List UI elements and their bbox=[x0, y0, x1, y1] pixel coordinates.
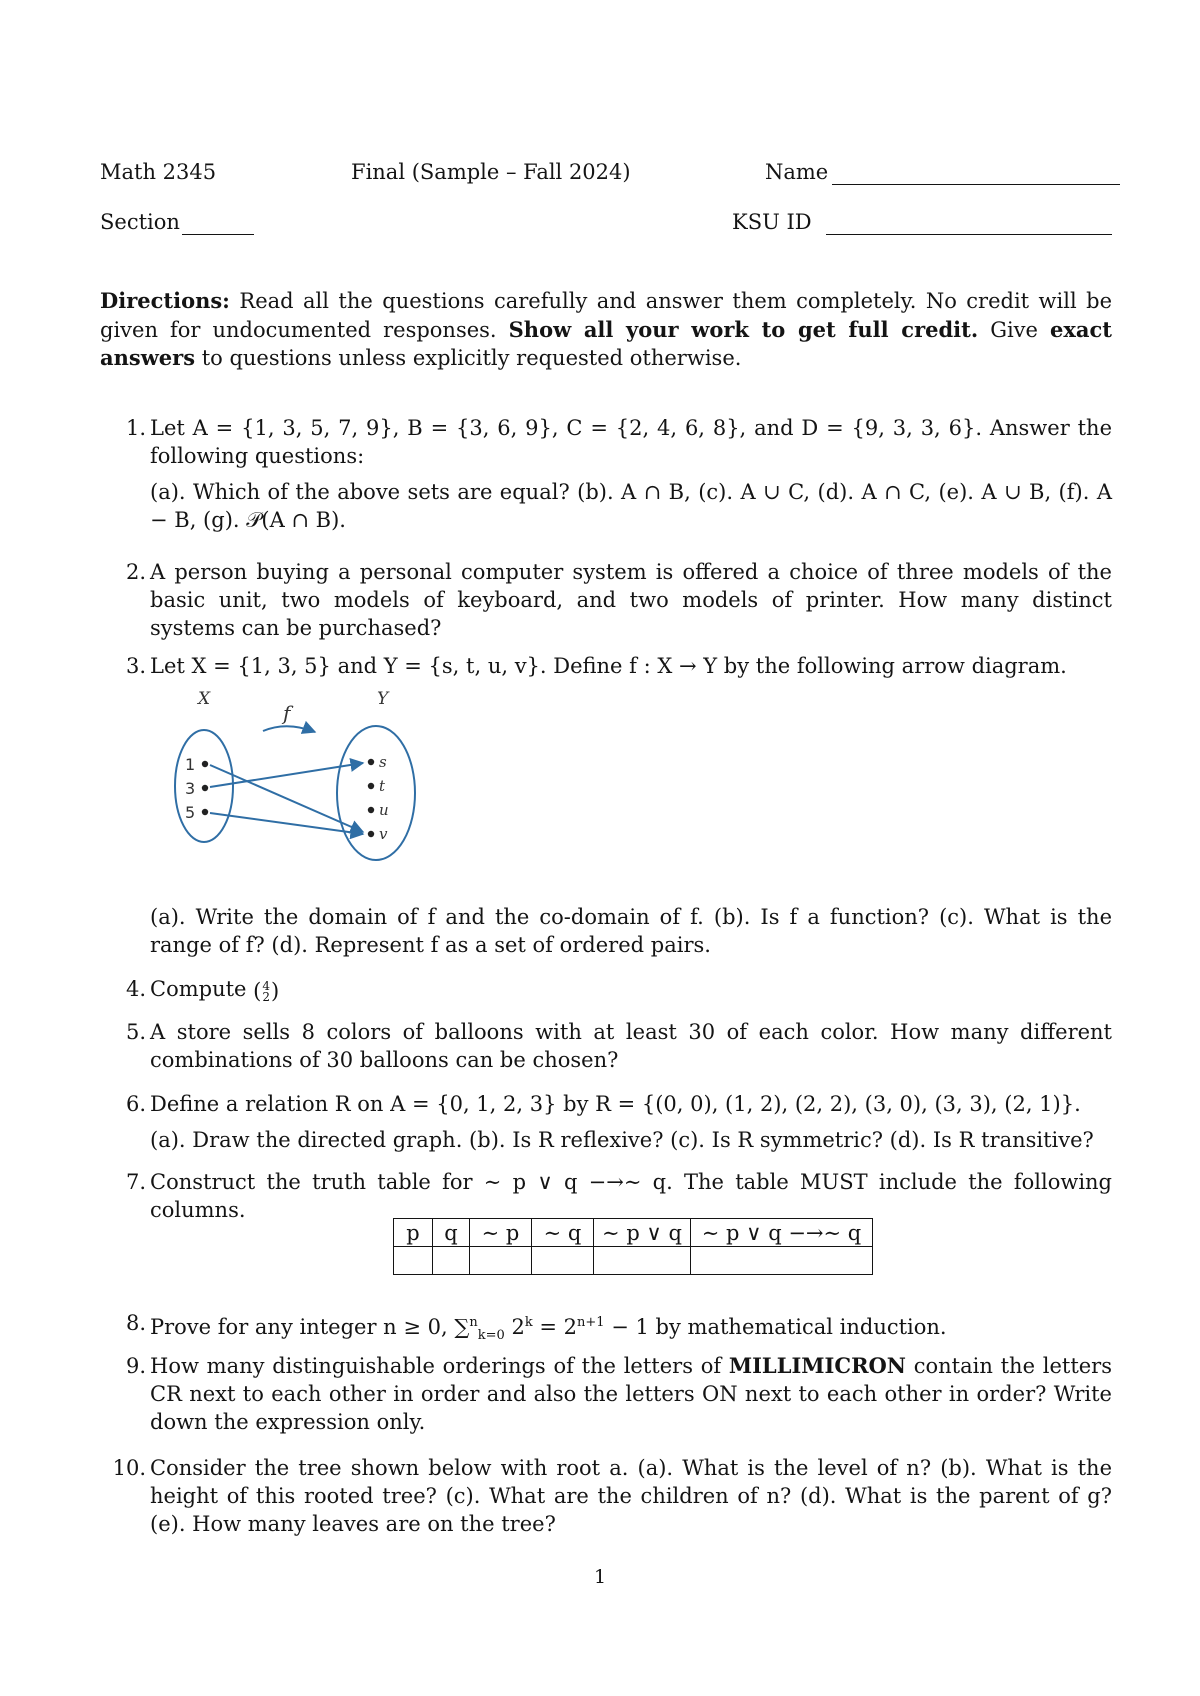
codomain-point-t bbox=[368, 783, 374, 789]
question-number: 7. bbox=[125, 1170, 146, 1194]
table-cell[interactable] bbox=[433, 1247, 470, 1275]
table-cell[interactable] bbox=[594, 1247, 691, 1275]
codomain-point-u bbox=[368, 807, 374, 813]
sum-upper: n bbox=[469, 1315, 478, 1330]
binom-top: 4 bbox=[262, 979, 270, 993]
codomain-label: Y bbox=[377, 689, 389, 709]
table-cell[interactable] bbox=[691, 1247, 873, 1275]
question-text-d: − 1 by mathematical induction. bbox=[604, 1315, 947, 1339]
question-text: Let A = {1, 3, 5, 7, 9}, B = {3, 6, 9}, C = {2, 4, 6, 8}, and D = {9, 3, 3, 6}. Answer the following questions: bbox=[150, 416, 1112, 468]
binom-bottom: 2 bbox=[262, 990, 270, 1004]
truth-table bbox=[393, 1218, 873, 1275]
question-text: A person buying a personal computer system is offered a choice of three models of the basic unit, two models of keyboard, and two models of printer. How many distinct systems can be purchased? bbox=[150, 560, 1112, 640]
question-text-a: How many distinguishable orderings of the letters of bbox=[150, 1354, 729, 1378]
question-number: 6. bbox=[125, 1092, 146, 1116]
codomain-point-s bbox=[368, 759, 374, 765]
truth-table-header-row bbox=[394, 1219, 873, 1247]
codomain-element-s: s bbox=[379, 753, 387, 771]
domain-element-3: 3 bbox=[185, 779, 196, 798]
question-text: Define a relation R on A = {0, 1, 2, 3} by R = {(0, 0), (1, 2), (2, 2), (3, 0), (3, 3), (2, 1)}. bbox=[150, 1092, 1081, 1116]
question-subparts: (a). Which of the above sets are equal? (b). A ∩ B, (c). A ∪ C, (d). A ∩ C, (e). A ∪ B, (f). A − B, (g). 𝒫(A ∩ B). bbox=[150, 480, 1112, 532]
question-text: Consider the tree shown below with root a. (a). What is the level of n? (b). What is the height of this rooted tree? (c). What are the children of n? (d). What is the parent of g? (e). How many leaves are on the tree? bbox=[150, 1456, 1112, 1536]
domain-label: X bbox=[198, 689, 211, 709]
question-number: 3. bbox=[125, 654, 146, 678]
directions-label: Directions: bbox=[100, 288, 230, 313]
arrow-diagram bbox=[165, 688, 435, 873]
function-label: f bbox=[283, 701, 291, 725]
question-text-c: = 2 bbox=[532, 1315, 578, 1339]
question-text: Compute bbox=[150, 977, 247, 1001]
ksu-id-blank[interactable] bbox=[826, 234, 1112, 235]
table-cell[interactable] bbox=[470, 1247, 532, 1275]
directions-text-1: Read all the questions carefully and answer them completely. No credit will be given for undocumented responses. bbox=[100, 289, 1112, 342]
domain-point-1 bbox=[202, 761, 208, 767]
section-label: Section bbox=[100, 210, 180, 234]
name-blank[interactable] bbox=[832, 184, 1120, 185]
binomial-coefficient: (4 2) bbox=[253, 978, 280, 1004]
exponent-k: k bbox=[524, 1315, 533, 1330]
column-p: p bbox=[394, 1219, 433, 1247]
question-number: 8. bbox=[125, 1311, 146, 1335]
column-not-p-or-q: ∼ p ∨ q bbox=[594, 1219, 691, 1247]
ksu-id-label: KSU ID bbox=[732, 210, 812, 234]
question-text-a: Prove for any integer n ≥ 0, ∑ bbox=[150, 1315, 470, 1339]
course-title: Math 2345 bbox=[100, 160, 217, 184]
question-number: 1. bbox=[125, 416, 146, 440]
codomain-element-t: t bbox=[379, 777, 386, 795]
question-text: Construct the truth table for ∼ p ∨ q −→∼ q. The table MUST include the following columns. bbox=[150, 1170, 1112, 1222]
column-not-q: ∼ q bbox=[532, 1219, 594, 1247]
question-number: 2. bbox=[125, 560, 146, 584]
domain-element-5: 5 bbox=[185, 803, 196, 822]
domain-point-5 bbox=[202, 809, 208, 815]
sum-lower: k=0 bbox=[477, 1328, 505, 1344]
question-text-b: contain the letters CR next to each other in order and also the letters ON next to each other in order? Write down the expression only. bbox=[150, 1354, 1112, 1434]
directions-bold-1: Show all your work to get full credit. bbox=[508, 316, 979, 342]
question-number: 5. bbox=[125, 1020, 146, 1044]
domain-point-3 bbox=[202, 785, 208, 791]
column-q: q bbox=[433, 1219, 470, 1247]
function-arrow bbox=[263, 726, 315, 732]
codomain-element-v: v bbox=[379, 825, 388, 843]
question-subparts: (a). Draw the directed graph. (b). Is R reflexive? (c). Is R symmetric? (d). Is R transitive? bbox=[150, 1128, 1094, 1152]
question-text: A store sells 8 colors of balloons with at least 30 of each color. How many different combinations of 30 balloons can be chosen? bbox=[150, 1020, 1112, 1072]
directions-bold-2: exact answers bbox=[100, 316, 1112, 370]
codomain-ellipse bbox=[337, 726, 415, 860]
directions-text-2: Give bbox=[978, 317, 1051, 342]
question-text: Let X = {1, 3, 5} and Y = {s, t, u, v}. Define f : X → Y by the following arrow diagram. bbox=[150, 654, 1067, 678]
page-number: 1 bbox=[593, 1566, 607, 1588]
codomain-point-v bbox=[368, 831, 374, 837]
codomain-element-u: u bbox=[379, 801, 389, 819]
column-not-p: ∼ p bbox=[470, 1219, 532, 1247]
question-number: 4. bbox=[125, 977, 146, 1001]
question-text-b: 2 bbox=[504, 1315, 525, 1339]
section-blank[interactable] bbox=[182, 234, 254, 235]
question-number: 10. bbox=[112, 1456, 146, 1480]
table-cell[interactable] bbox=[394, 1247, 433, 1275]
highlighted-word: MILLIMICRON bbox=[728, 1353, 907, 1378]
directions-text-3: to questions unless explicitly requested otherwise. bbox=[195, 346, 742, 370]
exam-title: Final (Sample – Fall 2024) bbox=[351, 160, 631, 184]
directions bbox=[100, 287, 1112, 373]
table-cell[interactable] bbox=[532, 1247, 594, 1275]
name-label: Name bbox=[765, 160, 829, 184]
truth-table-empty-row bbox=[394, 1247, 873, 1275]
exponent-n-plus-1: n+1 bbox=[577, 1315, 605, 1330]
domain-element-1: 1 bbox=[185, 755, 196, 774]
question-number: 9. bbox=[125, 1354, 146, 1378]
column-implication: ∼ p ∨ q −→∼ q bbox=[691, 1219, 873, 1247]
question-subparts: (a). Write the domain of f and the co-domain of f. (b). Is f a function? (c). What is the range of f? (d). Represent f as a set of ordered pairs. bbox=[150, 905, 1112, 957]
